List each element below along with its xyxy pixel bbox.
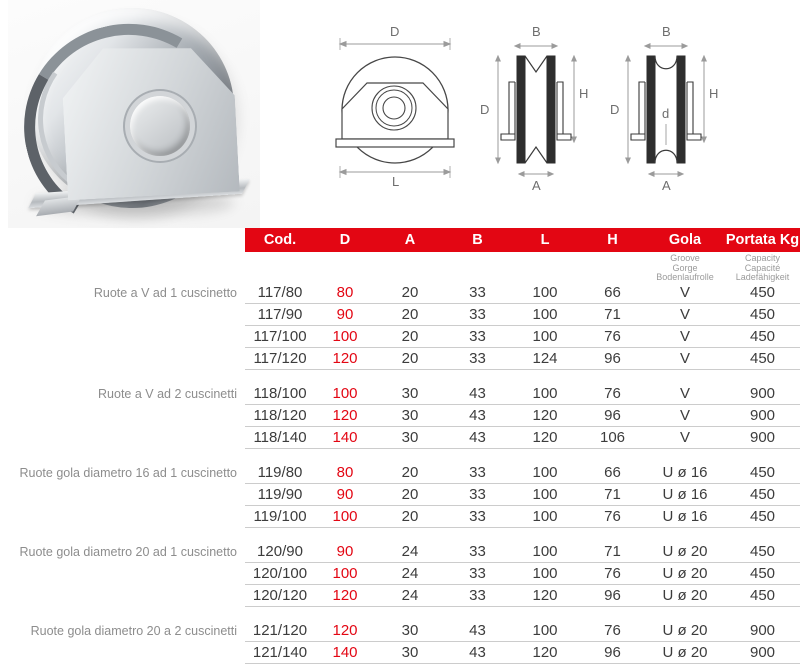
cell-a: 30 — [375, 427, 445, 449]
cell-h: 71 — [580, 304, 645, 326]
cell-h: 76 — [580, 326, 645, 348]
group-label: Ruote gola diametro 16 ad 1 cuscinetto — [19, 466, 237, 480]
cell-d: 90 — [315, 484, 375, 506]
header-gola: Gola — [668, 232, 702, 248]
cell-d: 100 — [315, 506, 375, 528]
table-header-row — [245, 228, 800, 252]
cell-l: 100 — [510, 383, 580, 405]
hub-outer — [372, 86, 416, 130]
bracket-base — [336, 139, 454, 147]
subheader-gola: Groove Gorge Bodenlaufrolle — [656, 253, 714, 282]
cell-gola: V — [645, 427, 725, 449]
cell-a: 20 — [375, 304, 445, 326]
dim-label-d: d — [662, 106, 670, 121]
cell-h: 106 — [580, 427, 645, 449]
cell-portata: 450 — [725, 484, 800, 506]
cell-gola: V — [645, 383, 725, 405]
cell-d: 80 — [315, 282, 375, 304]
cell-b: 33 — [445, 304, 510, 326]
cell-portata: 450 — [725, 563, 800, 585]
cell-gola: U ø 20 — [645, 620, 725, 642]
cell-b: 33 — [445, 348, 510, 370]
cell-h: 96 — [580, 405, 645, 427]
cell-cod: 120/100 — [245, 563, 315, 585]
cell-cod: 121/120 — [245, 620, 315, 642]
cell-b: 43 — [445, 620, 510, 642]
cell-a: 24 — [375, 585, 445, 607]
front-view-svg — [330, 28, 460, 196]
cell-gola: U ø 16 — [645, 506, 725, 528]
cell-b: 33 — [445, 541, 510, 563]
dim-label-B: B — [662, 24, 671, 39]
cell-cod: 120/120 — [245, 585, 315, 607]
cell-h: 66 — [580, 282, 645, 304]
wheel-wall-left — [647, 56, 655, 163]
group-label — [0, 642, 245, 664]
cell-h: 76 — [580, 383, 645, 405]
cell-cod: 118/140 — [245, 427, 315, 449]
header-portata: Portata Kg — [725, 232, 800, 248]
table-row — [0, 484, 800, 506]
table-body — [0, 282, 800, 664]
dim-label-D: D — [610, 102, 620, 117]
cell-d: 80 — [315, 462, 375, 484]
group-label — [0, 427, 245, 449]
table-row — [0, 326, 800, 348]
cell-gola: V — [645, 348, 725, 370]
table-group — [0, 620, 800, 664]
cell-portata: 450 — [725, 462, 800, 484]
header-d: D — [339, 232, 351, 248]
cell-d: 120 — [315, 585, 375, 607]
group-label: Ruote a V ad 2 cuscinetti — [98, 387, 237, 401]
cell-cod: 119/90 — [245, 484, 315, 506]
cell-b: 33 — [445, 462, 510, 484]
table-row — [0, 348, 800, 370]
cell-cod: 118/120 — [245, 405, 315, 427]
cell-b: 43 — [445, 427, 510, 449]
cell-cod: 121/140 — [245, 642, 315, 664]
header-b: B — [472, 232, 483, 248]
cell-gola: U ø 20 — [645, 541, 725, 563]
cell-cod: 117/120 — [245, 348, 315, 370]
cell-d: 100 — [315, 563, 375, 585]
cell-gola: U ø 20 — [645, 585, 725, 607]
table-subheader-row — [0, 252, 800, 282]
wheel-hub — [130, 96, 190, 156]
cell-a: 24 — [375, 541, 445, 563]
dim-label-A: A — [662, 178, 671, 193]
dim-label-D: D — [390, 24, 400, 39]
cell-a: 20 — [375, 326, 445, 348]
front-view-drawing — [330, 24, 460, 196]
cell-portata: 900 — [725, 405, 800, 427]
cell-cod: 119/100 — [245, 506, 315, 528]
dim-label-H: H — [579, 86, 589, 101]
cell-portata: 450 — [725, 506, 800, 528]
group-label: Ruote a V ad 1 cuscinetto — [93, 286, 237, 300]
cell-a: 20 — [375, 348, 445, 370]
table-row — [0, 506, 800, 528]
cell-cod: 119/80 — [245, 462, 315, 484]
cell-h: 76 — [580, 563, 645, 585]
group-label — [0, 304, 245, 326]
v-groove-bottom — [525, 147, 547, 163]
v-groove-svg — [482, 26, 588, 196]
table-row — [0, 405, 800, 427]
cell-cod: 120/90 — [245, 541, 315, 563]
group-label: Ruote gola diametro 20 ad 1 cuscinetto — [19, 545, 237, 559]
cell-l: 100 — [510, 326, 580, 348]
cell-portata: 450 — [725, 326, 800, 348]
support-plate-left — [501, 82, 515, 140]
cell-h: 76 — [580, 506, 645, 528]
cell-a: 20 — [375, 282, 445, 304]
table-group — [0, 383, 800, 449]
table-row — [0, 383, 800, 405]
cell-gola: U ø 20 — [645, 563, 725, 585]
cell-a: 20 — [375, 506, 445, 528]
cell-b: 43 — [445, 642, 510, 664]
cell-gola: V — [645, 326, 725, 348]
header-l: L — [540, 232, 550, 248]
cell-d: 120 — [315, 620, 375, 642]
cell-portata: 450 — [725, 585, 800, 607]
support-plate-right — [557, 82, 571, 140]
cell-h: 66 — [580, 462, 645, 484]
cell-gola: V — [645, 282, 725, 304]
table-row — [0, 304, 800, 326]
u-groove-top — [655, 56, 677, 69]
cell-b: 33 — [445, 326, 510, 348]
u-groove-bottom — [655, 150, 677, 163]
cell-l: 120 — [510, 405, 580, 427]
group-label — [0, 348, 245, 370]
cell-l: 100 — [510, 462, 580, 484]
cell-d: 100 — [315, 383, 375, 405]
cell-cod: 118/100 — [245, 383, 315, 405]
table-group — [0, 541, 800, 607]
cell-gola: V — [645, 304, 725, 326]
group-label: Ruote gola diametro 20 a 2 cuscinetti — [30, 624, 237, 638]
cell-h: 76 — [580, 620, 645, 642]
dim-label-B: B — [532, 24, 541, 39]
table-group — [0, 282, 800, 370]
cell-l: 120 — [510, 427, 580, 449]
cell-b: 33 — [445, 484, 510, 506]
cell-h: 96 — [580, 585, 645, 607]
cell-portata: 900 — [725, 620, 800, 642]
cell-d: 120 — [315, 405, 375, 427]
group-label — [0, 563, 245, 585]
cell-b: 33 — [445, 585, 510, 607]
cell-l: 100 — [510, 484, 580, 506]
group-label — [0, 326, 245, 348]
support-plate-right — [687, 82, 701, 140]
v-groove-top — [525, 56, 547, 72]
cell-b: 33 — [445, 506, 510, 528]
subheader-portata: Capacity Capacité Ladefähigkeit — [735, 253, 790, 282]
cell-h: 96 — [580, 348, 645, 370]
cell-l: 100 — [510, 282, 580, 304]
cell-d: 120 — [315, 348, 375, 370]
group-label — [0, 484, 245, 506]
cell-h: 71 — [580, 484, 645, 506]
u-groove-section-drawing — [612, 26, 718, 196]
cell-portata: 450 — [725, 282, 800, 304]
cell-a: 30 — [375, 405, 445, 427]
product-photo — [8, 0, 260, 228]
cell-d: 90 — [315, 304, 375, 326]
table-row — [0, 462, 800, 484]
cell-l: 120 — [510, 642, 580, 664]
wheel-wall-left — [517, 56, 525, 163]
cell-portata: 900 — [725, 427, 800, 449]
cell-portata: 450 — [725, 304, 800, 326]
cell-a: 30 — [375, 620, 445, 642]
cell-portata: 450 — [725, 348, 800, 370]
cell-a: 30 — [375, 642, 445, 664]
cell-cod: 117/80 — [245, 282, 315, 304]
header-cod: Cod. — [263, 232, 297, 248]
cell-l: 124 — [510, 348, 580, 370]
cell-l: 100 — [510, 620, 580, 642]
cell-d: 90 — [315, 541, 375, 563]
dim-label-L: L — [392, 174, 400, 189]
cell-b: 43 — [445, 383, 510, 405]
cell-portata: 900 — [725, 642, 800, 664]
table-row — [0, 541, 800, 563]
cell-portata: 900 — [725, 383, 800, 405]
cell-h: 71 — [580, 541, 645, 563]
dim-label-H: H — [709, 86, 719, 101]
table-row — [0, 563, 800, 585]
cell-d: 140 — [315, 427, 375, 449]
header-a: A — [404, 232, 416, 248]
support-plate-left — [631, 82, 645, 140]
cell-l: 100 — [510, 541, 580, 563]
cell-b: 33 — [445, 563, 510, 585]
cell-gola: V — [645, 405, 725, 427]
cell-b: 43 — [445, 405, 510, 427]
table-row — [0, 585, 800, 607]
wheel-wall-right — [677, 56, 685, 163]
cell-l: 100 — [510, 304, 580, 326]
group-label — [0, 405, 245, 427]
table-row — [0, 620, 800, 642]
table-group — [0, 462, 800, 528]
cell-d: 100 — [315, 326, 375, 348]
group-label — [0, 585, 245, 607]
table-row — [0, 427, 800, 449]
v-groove-section-drawing — [482, 26, 588, 196]
dim-label-A: A — [532, 178, 541, 193]
cell-a: 24 — [375, 563, 445, 585]
header-h: H — [607, 232, 618, 248]
cell-l: 100 — [510, 506, 580, 528]
cell-portata: 450 — [725, 541, 800, 563]
group-label — [0, 506, 245, 528]
cell-a: 30 — [375, 383, 445, 405]
table-row — [0, 282, 800, 304]
wheel-wall-right — [547, 56, 555, 163]
cell-l: 120 — [510, 585, 580, 607]
dim-label-D: D — [480, 102, 490, 117]
cell-a: 20 — [375, 462, 445, 484]
cell-gola: U ø 20 — [645, 642, 725, 664]
cell-a: 20 — [375, 484, 445, 506]
cell-b: 33 — [445, 282, 510, 304]
cell-cod: 117/90 — [245, 304, 315, 326]
cell-h: 96 — [580, 642, 645, 664]
cell-gola: U ø 16 — [645, 484, 725, 506]
spec-table — [0, 228, 800, 664]
table-row — [0, 642, 800, 664]
cell-l: 100 — [510, 563, 580, 585]
cell-cod: 117/100 — [245, 326, 315, 348]
cell-d: 140 — [315, 642, 375, 664]
cell-gola: U ø 16 — [645, 462, 725, 484]
